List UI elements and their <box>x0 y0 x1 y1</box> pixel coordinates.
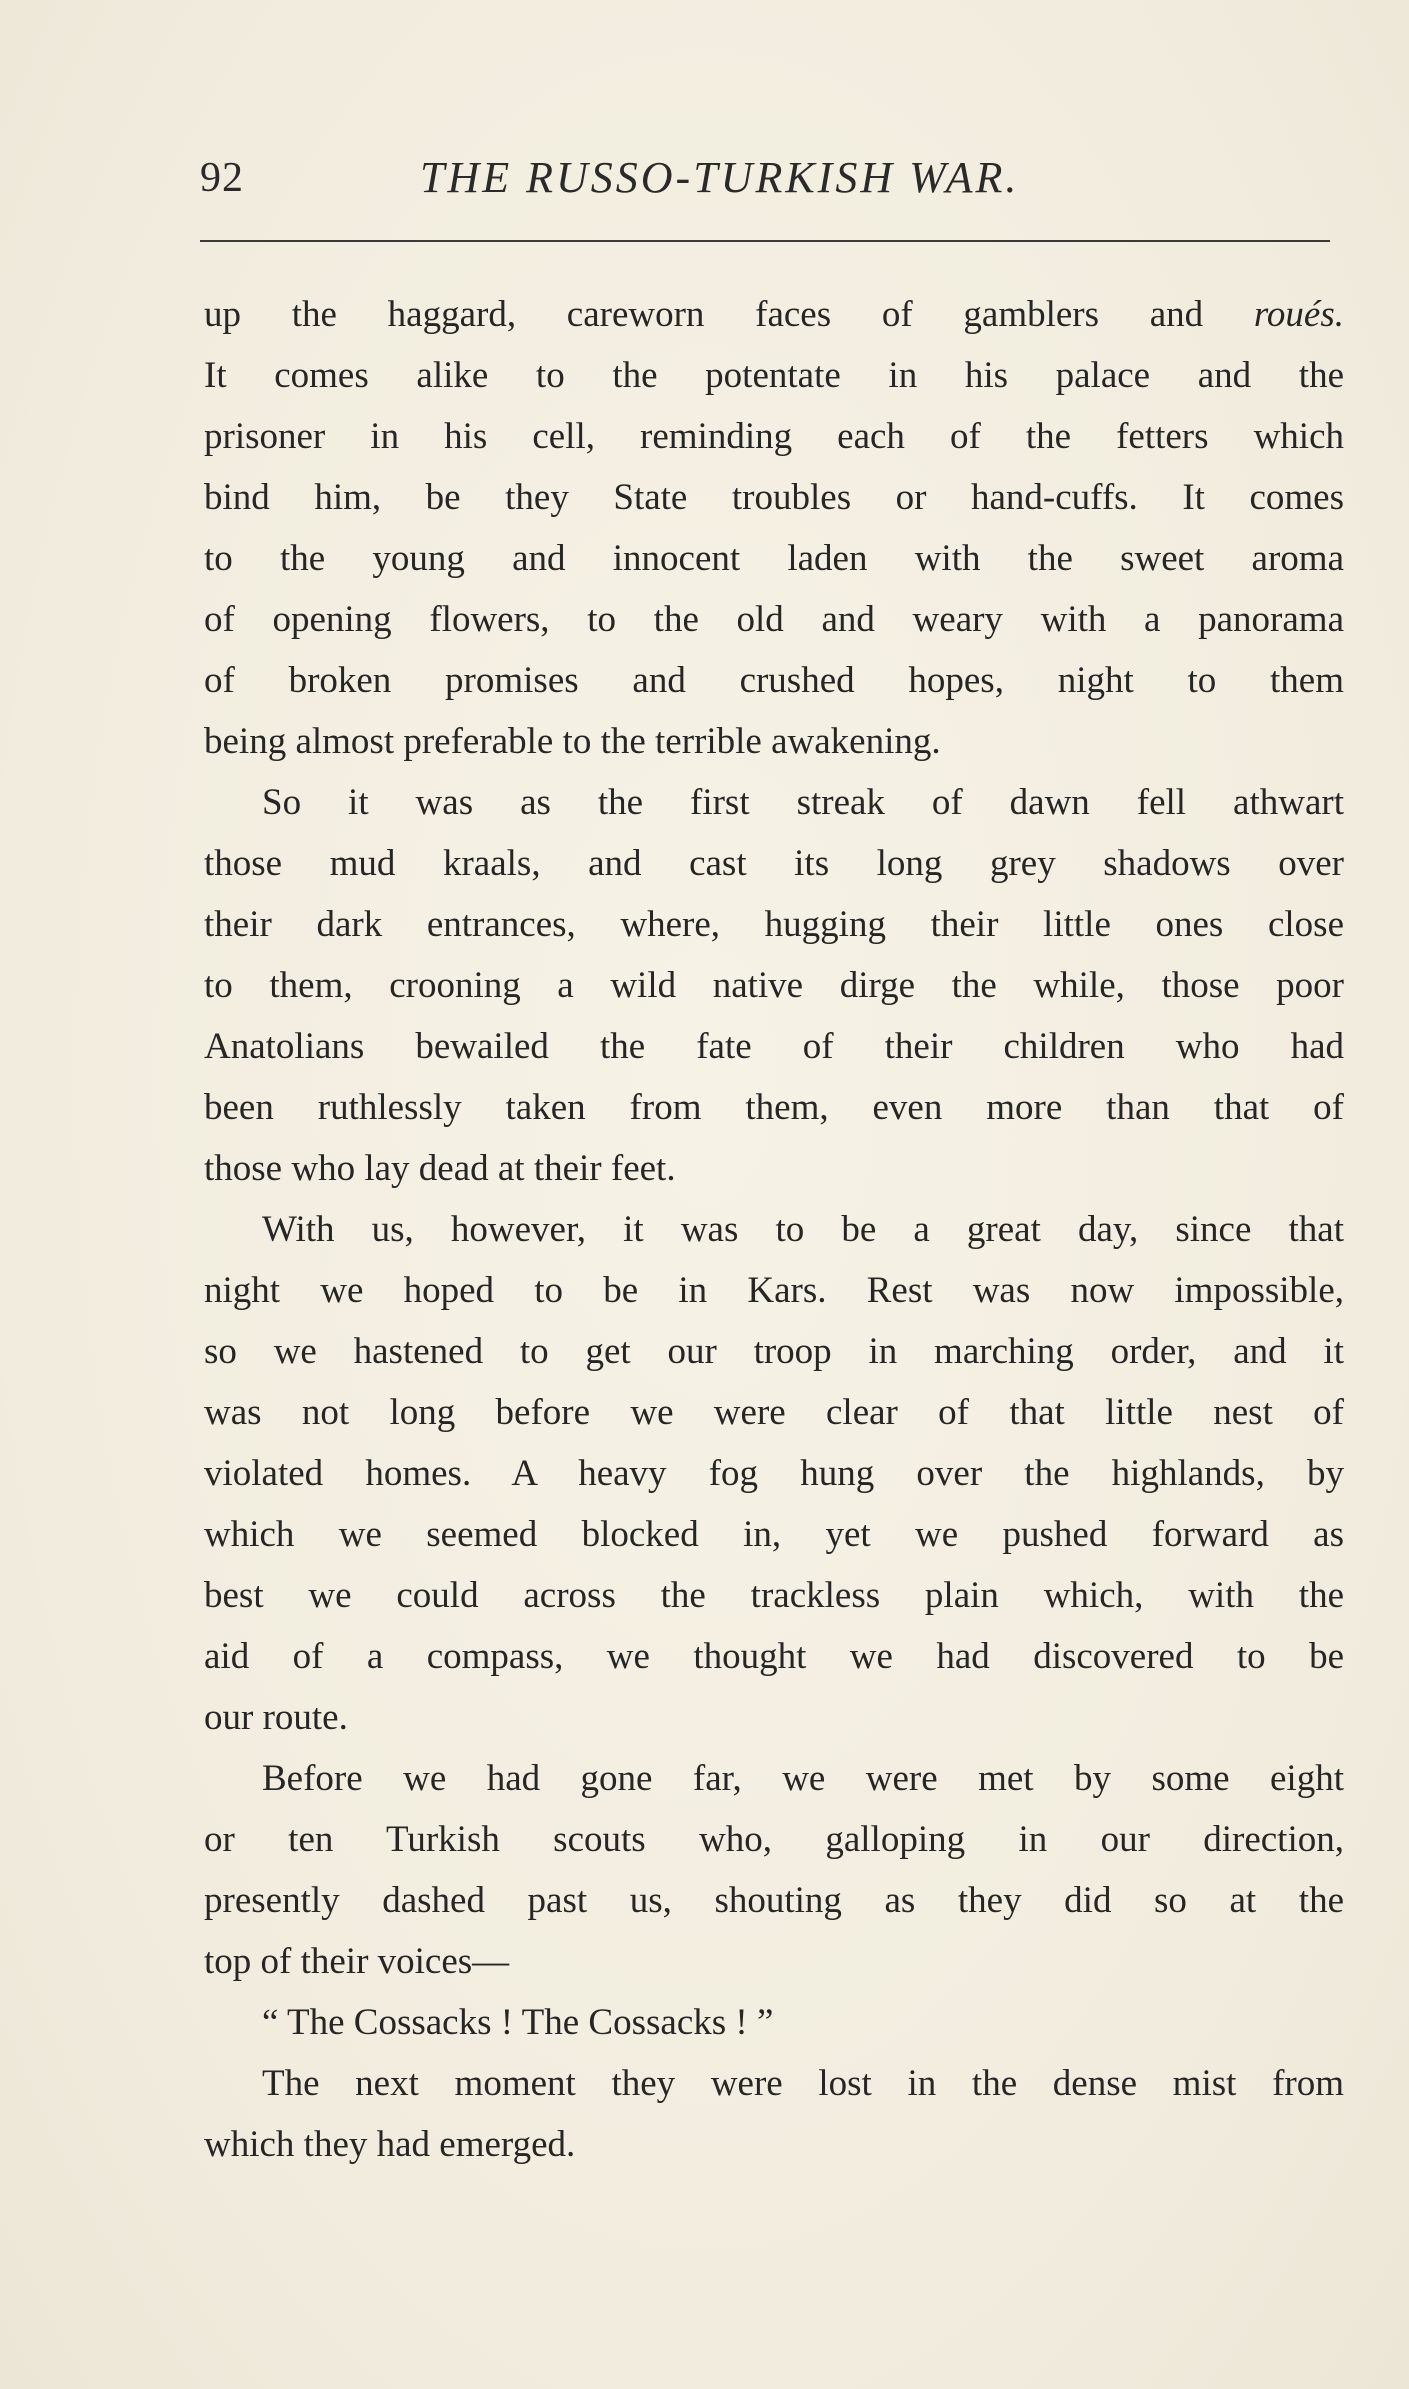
page-number: 92 <box>200 155 244 201</box>
text-line: their dark entrances, where, hugging their little ones close <box>204 904 1344 945</box>
text-line: been ruthlessly taken from them, even more than that of <box>204 1087 1344 1128</box>
paragraph <box>204 284 1344 772</box>
running-title: THE RUSSO-TURKISH WAR. <box>420 153 1020 202</box>
text-line: With us, however, it was to be a great day, since that <box>262 1209 1344 1250</box>
body-text <box>204 284 1344 2175</box>
quote-paragraph <box>204 1992 1344 2053</box>
text-line: of opening flowers, to the old and weary with a panorama <box>204 599 1344 640</box>
text-line: to them, crooning a wild native dirge the while, those poor <box>204 965 1344 1006</box>
text-line: those who lay dead at their feet. <box>204 1148 676 1189</box>
text-line: was not long before we were clear of that little nest of <box>204 1392 1344 1433</box>
header-rule <box>200 240 1330 242</box>
text-line: bind him, be they State troubles or hand-cuffs. It comes <box>204 477 1344 518</box>
text-line: up the haggard, careworn faces of gamblers and roués. <box>204 294 1344 335</box>
italic-word: roués. <box>1253 294 1344 335</box>
text-line: prisoner in his cell, reminding each of the fetters which <box>204 416 1344 457</box>
text-line: Anatolians bewailed the fate of their children who had <box>204 1026 1344 1067</box>
text-line: best we could across the trackless plain which, with the <box>204 1575 1344 1616</box>
running-head <box>200 152 1330 212</box>
text-line: which we seemed blocked in, yet we pushed forward as <box>204 1514 1344 1555</box>
text-line: violated homes. A heavy fog hung over the highlands, by <box>204 1453 1344 1494</box>
text-line: so we hastened to get our troop in marching order, and it <box>204 1331 1344 1372</box>
text-line: presently dashed past us, shouting as they did so at the <box>204 1880 1344 1921</box>
paragraph <box>204 2053 1344 2175</box>
text-line: our route. <box>204 1697 348 1738</box>
text-line: those mud kraals, and cast its long grey shadows over <box>204 843 1344 884</box>
text-line: Before we had gone far, we were met by some eight <box>262 1758 1344 1799</box>
text-line: to the young and innocent laden with the sweet aroma <box>204 538 1344 579</box>
text-line: being almost preferable to the terrible awakening. <box>204 721 941 762</box>
text-line: It comes alike to the potentate in his palace and the <box>204 355 1344 396</box>
text-line: which they had emerged. <box>204 2124 576 2165</box>
quote-line: “ The Cossacks ! The Cossacks ! ” <box>262 2002 774 2043</box>
text-line: night we hoped to be in Kars. Rest was now impossible, <box>204 1270 1344 1311</box>
text-line: or ten Turkish scouts who, galloping in our direction, <box>204 1819 1344 1860</box>
paragraph <box>204 1748 1344 1992</box>
paragraph <box>204 1199 1344 1748</box>
text-line: aid of a compass, we thought we had discovered to be <box>204 1636 1344 1677</box>
paragraph <box>204 772 1344 1199</box>
text-line: So it was as the first streak of dawn fell athwart <box>262 782 1344 823</box>
text-line: of broken promises and crushed hopes, night to them <box>204 660 1344 701</box>
text-line: The next moment they were lost in the dense mist from <box>262 2063 1344 2104</box>
text-line: top of their voices— <box>204 1941 510 1982</box>
